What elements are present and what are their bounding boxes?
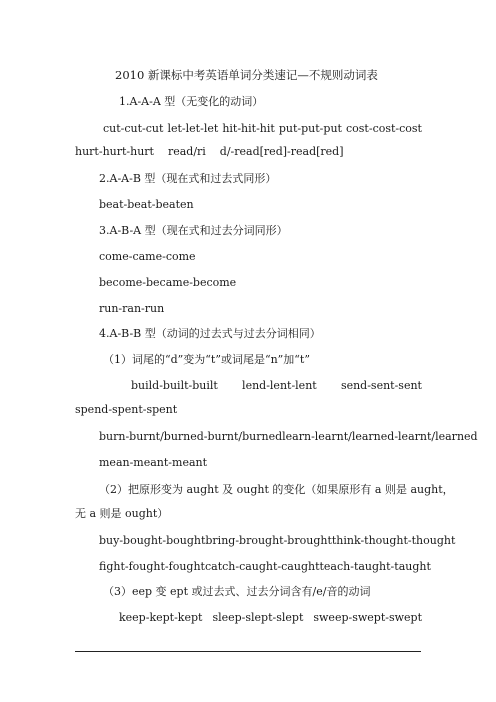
verb-entry: hit-hit-hit (222, 122, 275, 135)
section-4-sub3-row-1 (119, 611, 422, 625)
section-4-sub1-row-1-continued: spend-spent-spent (75, 403, 178, 416)
verb-entry: sleep-slept-slept (212, 611, 304, 624)
verb-entry: learn-learnt/learned-learnt/learned (282, 430, 478, 443)
section-4-subheading-2-continued: 无 a 则是 ought） (75, 507, 169, 520)
verb-entry: bring-brought-brought (205, 534, 332, 547)
section-4-sub2-row-1 (99, 534, 456, 548)
section-4-sub1-row-3: mean-meant-meant (99, 456, 208, 469)
verb-entry: build-built-built (131, 379, 218, 392)
section-4-subheading-1: （1）词尾的“d”变为“t”或词尾是“n”加“t” (103, 353, 310, 366)
verb-entry: teach-taught-taught (319, 560, 431, 573)
verb-entry: cost-cost-cost (346, 122, 422, 135)
verb-entry: burn-burnt/burned-burnt/burned (99, 430, 283, 443)
section-2-item: beat-beat-beaten (99, 198, 194, 211)
verb-entry: think-thought-thought (331, 534, 456, 547)
verb-entry: lend-lent-lent (242, 379, 317, 392)
section-1-row-2: hurt-hurt-hurt read/ri d/-read[red]-read[red] (75, 145, 344, 158)
section-3-item: run-ran-run (99, 302, 165, 315)
section-4-heading: 4.A-B-B 型（动词的过去式与过去分词相同） (99, 327, 321, 340)
verb-entry: catch-caught-caught (204, 560, 320, 573)
verb-entry: sweep-swept-swept (313, 611, 422, 624)
section-4-subheading-2: （2）把原形变为 aught 及 ought 的变化（如果原形有 a 则是 aught， (99, 483, 454, 496)
section-3-item: become-became-become (99, 276, 237, 289)
section-4-sub1-row-2 (99, 430, 478, 444)
verb-entry: buy-bought-bought (99, 534, 206, 547)
section-3-heading: 3.A-B-A 型（现在式和过去分词同形） (99, 224, 288, 237)
verb-entry: fight-fought-fought (99, 560, 205, 573)
verb-entry: cut-cut-cut (103, 122, 164, 135)
verb-entry: keep-kept-kept (119, 611, 203, 624)
section-3-item: come-came-come (99, 250, 196, 263)
verb-entry: put-put-put (278, 122, 342, 135)
verb-entry: send-sent-sent (340, 379, 422, 392)
section-2-heading: 2.A-A-B 型（现在式和过去式同形） (99, 172, 277, 185)
footer-divider (75, 651, 421, 652)
section-1-heading: 1.A-A-A 型（无变化的动词） (119, 95, 264, 108)
section-4-sub2-row-2 (99, 560, 431, 574)
section-4-subheading-3: （3）eep 变 ept 或过去式、过去分词含有/e/音的动词 (103, 585, 371, 598)
verb-entry: let-let-let (167, 122, 219, 135)
section-1-row-1 (103, 122, 422, 136)
document-title: 2010 新课标中考英语单词分类速记—不规则动词表 (115, 68, 378, 82)
section-4-sub1-row-1 (131, 379, 422, 393)
